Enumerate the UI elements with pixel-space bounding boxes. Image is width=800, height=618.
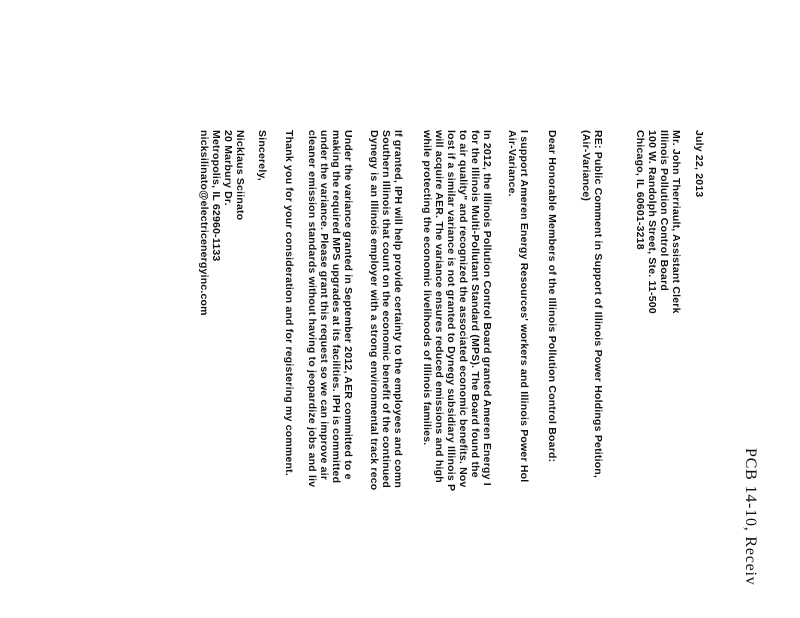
address-line: Chicago, IL 60601-3218	[634, 130, 646, 250]
paragraph-line: while protecting the economic livelihoods of Illinois families.	[421, 130, 433, 446]
paragraph-line: If granted, IPH will help provide certainty to the employees and comn	[392, 130, 404, 489]
signature-line: 20 Marbury Dr.	[222, 130, 234, 206]
paragraph-line: cleaner emission standards without having to jeopardize jobs and liv	[306, 130, 318, 488]
paragraph-line: will acquire AER. The variance ensures reduced emissions and high	[433, 130, 445, 483]
paragraph-line: Under the variance granted in September 2012, AER committed to e	[342, 130, 354, 480]
signature-line: Nicklaus Sciinato	[234, 130, 246, 221]
signature-line: Metropolis, IL 62960-1133	[210, 130, 222, 262]
paragraph-line: I support Ameren Energy Resources' workers and Illinois Power Hol	[518, 130, 530, 483]
paragraph-thanks: Thank you for your consideration and for registering my comment.	[283, 130, 295, 476]
subject-text: RE: Public Comment in Support of Illinois Power Holdings Petition,	[592, 130, 604, 479]
paragraph-variance	[306, 130, 354, 487]
signature-line: nicksilinato@electricenergyinc.com	[198, 130, 210, 316]
paragraph-certainty	[368, 130, 404, 490]
recipient-address	[634, 130, 682, 314]
paragraph-line: Dynegy is an Illinois employer with a strong environmental track reco	[368, 130, 380, 491]
paragraph-line: to air quality" and recognized the associated economic benefits. Nov	[457, 130, 469, 488]
paragraph-line: lost if a similar variance is not granted to Dynegy subsidiary Illinois P	[445, 130, 457, 492]
subject-line	[580, 130, 604, 478]
signature-block	[198, 130, 246, 316]
paragraph-line: Southern Illinois that count on the economic benefit of the continued	[380, 130, 392, 488]
paragraph-background	[421, 130, 493, 491]
address-line: Mr. John Therriault, Assistant Clerk	[670, 130, 682, 314]
address-line: 100 W. Randolph Street, Ste. 11-500	[646, 130, 658, 314]
closing: Sincerely,	[256, 130, 268, 181]
paragraph-line: Air-Variance.	[506, 130, 518, 197]
salutation: Dear Honorable Members of the Illinois Pollution Control Board:	[546, 130, 558, 463]
paragraph-line: making the required MPS upgrades at its facilities. IPH is committed	[330, 130, 342, 484]
paragraph-line: for the Illinois Multi-Pollutant Standard (MPS). The Board found the	[469, 130, 481, 478]
paragraph-line: In 2012, the Illinois Pollution Control Board granted Ameren Energy I	[481, 130, 493, 486]
paragraph-support	[506, 130, 530, 482]
paragraph-line: under the variance. Please grant this request so we can improve air	[318, 130, 330, 481]
subject-text: (Air-Variance)	[580, 130, 592, 202]
address-line: Illinois Pollution Control Board	[658, 130, 670, 291]
received-stamp: PCB 14-10, Receiv	[742, 448, 759, 586]
letter-date: July 22, 2013	[693, 130, 705, 198]
